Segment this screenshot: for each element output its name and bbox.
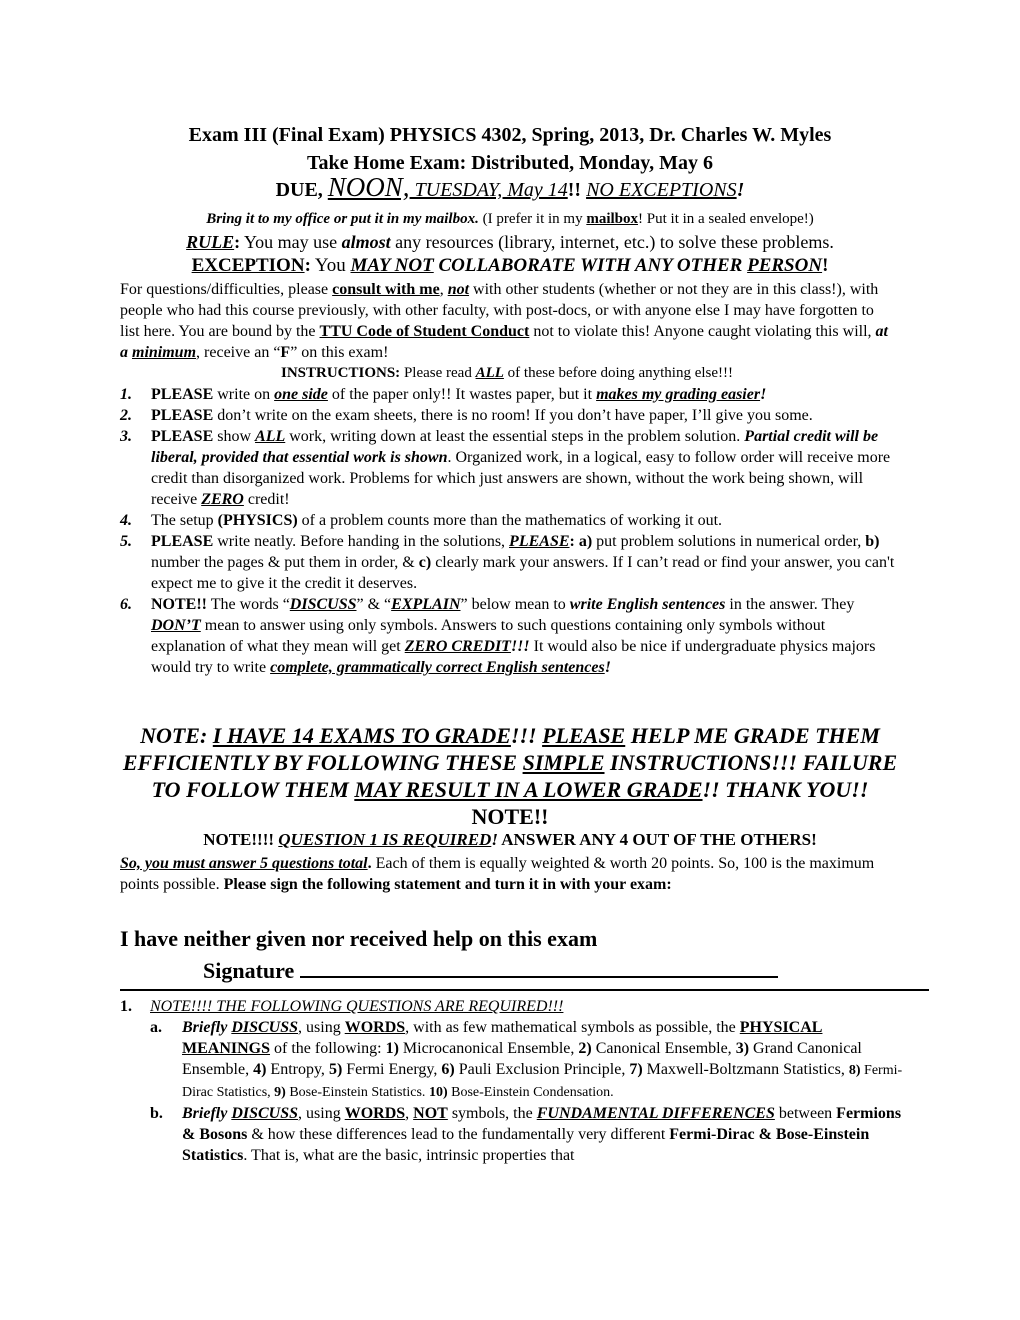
- exam-subtitle: Take Home Exam: Distributed, Monday, May 6: [307, 152, 713, 174]
- instruction-list: [120, 384, 900, 678]
- grading-note: NOTE: I HAVE 14 EXAMS TO GRADE!!! PLEASE HELP ME GRADE THEM EFFICIENTLY BY FOLLOWING THESE SIMPLE INSTRUCTIONS!!! FAILURE TO FOLLOW THEM MAY RESULT IN A LOWER GRADE!! THANK YOU!! NOTE!!: [122, 723, 898, 829]
- exception-line: EXCEPTION: You MAY NOT COLLABORATE WITH ANY OTHER PERSON!: [191, 255, 829, 276]
- instruction-item: 4. The setup (PHYSICS) of a problem counts more than the mathematics of working it out.: [120, 512, 723, 529]
- due-line: DUE, NOON, TUESDAY, May 14!! NO EXCEPTIONS!: [275, 172, 745, 202]
- points-paragraph: So, you must answer 5 questions total. Each of them is equally weighted & worth 20 points. So, 100 is the maximum points possible. Please sign the following statement and turn it in with your exam:: [120, 855, 875, 893]
- signature-line: Signature: [203, 958, 778, 984]
- bring-line: Bring it to my office or put it in my mailbox. (I prefer it in my mailbox! Put it in a sealed envelope!): [206, 211, 814, 227]
- exam-title: Exam III (Final Exam) PHYSICS 4302, Spring, 2013, Dr. Charles W. Myles: [188, 124, 832, 146]
- intro-paragraph: For questions/difficulties, please consult with me, not with other students (whether or not they are in this class!), with people who had this course previously, with other faculty, with post-docs, or with anyone else I may have forgotten to list here. You are bound by the TTU Code of Student Conduct not to violate this! Anyone caught violating this will, at a minimum, receive an “F” on this exam!: [120, 281, 888, 361]
- instruction-item: 6. NOTE!! The words “DISCUSS” & “EXPLAIN” below mean to write English sentences in the answer. They DON’T mean to answer using only symbols. Answers to such questions containing only symbols without explanation of what they mean will get ZERO CREDIT!!! It would also be nice if undergraduate physics majors would try to write complete, grammatically correct English sentences!: [120, 596, 876, 676]
- honor-statement: I have neither given nor received help on this exam: [120, 926, 598, 951]
- signature-field[interactable]: [300, 958, 778, 978]
- required-note: NOTE!!!! QUESTION 1 IS REQUIRED! ANSWER ANY 4 OUT OF THE OTHERS!: [203, 830, 817, 849]
- section-divider: [120, 989, 929, 991]
- question-1b: b. Briefly DISCUSS, using WORDS, NOT symbols, the FUNDAMENTAL DIFFERENCES between Fermions & Bosons & how these differences lead to the fundamentally very different Fermi-Dirac & Bose-Einstein Statistics. That is, what are the basic, intrinsic properties that: [150, 1105, 902, 1164]
- instruction-item: 3. PLEASE show ALL work, writing down at least the essential steps in the problem solution. Partial credit will be liberal, provided that essential work is shown. Organized work, in a logical, easy to follow order will receive more credit than disorganized work. Problems for which just answers are shown, without the work being shown, will receive ZERO credit!: [120, 428, 891, 508]
- question-1-heading: 1. NOTE!!!! THE FOLLOWING QUESTIONS ARE REQUIRED!!!: [120, 998, 564, 1015]
- instructions-heading: INSTRUCTIONS: Please read ALL of these before doing anything else!!!: [280, 365, 734, 381]
- instruction-item: 1. PLEASE write on one side of the paper only!! It wastes paper, but it makes my grading easier!: [120, 386, 767, 403]
- question-1a: a. Briefly DISCUSS, using WORDS, with as few mathematical symbols as possible, the PHYSICAL MEANINGS of the following: 1) Microcanonical Ensemble, 2) Canonical Ensemble, 3) Grand Canonical Ensemble, 4) Entropy, 5) Fermi Energy, 6) Pauli Exclusion Principle, 7) Maxwell-Boltzmann Statistics, 8) Fermi-Dirac Statistics, 9) Bose-Einstein Statistics. 10) Bose-Einstein Condensation.: [150, 1019, 903, 1100]
- question-1: [120, 996, 910, 1166]
- rule-line: RULE: You may use almost any resources (library, internet, etc.) to solve these problems.: [186, 232, 834, 252]
- instruction-item: 2. PLEASE don’t write on the exam sheets, there is no room! If you don’t have paper, I’ll give you some.: [120, 407, 813, 424]
- instruction-item: 5. PLEASE write neatly. Before handing in the solutions, PLEASE: a) put problem solutions in numerical order, b) number the pages & put them in order, & c) clearly mark your answers. If I can’t read or find your answer, you can't expect me to give it the credit it deserves.: [120, 533, 895, 592]
